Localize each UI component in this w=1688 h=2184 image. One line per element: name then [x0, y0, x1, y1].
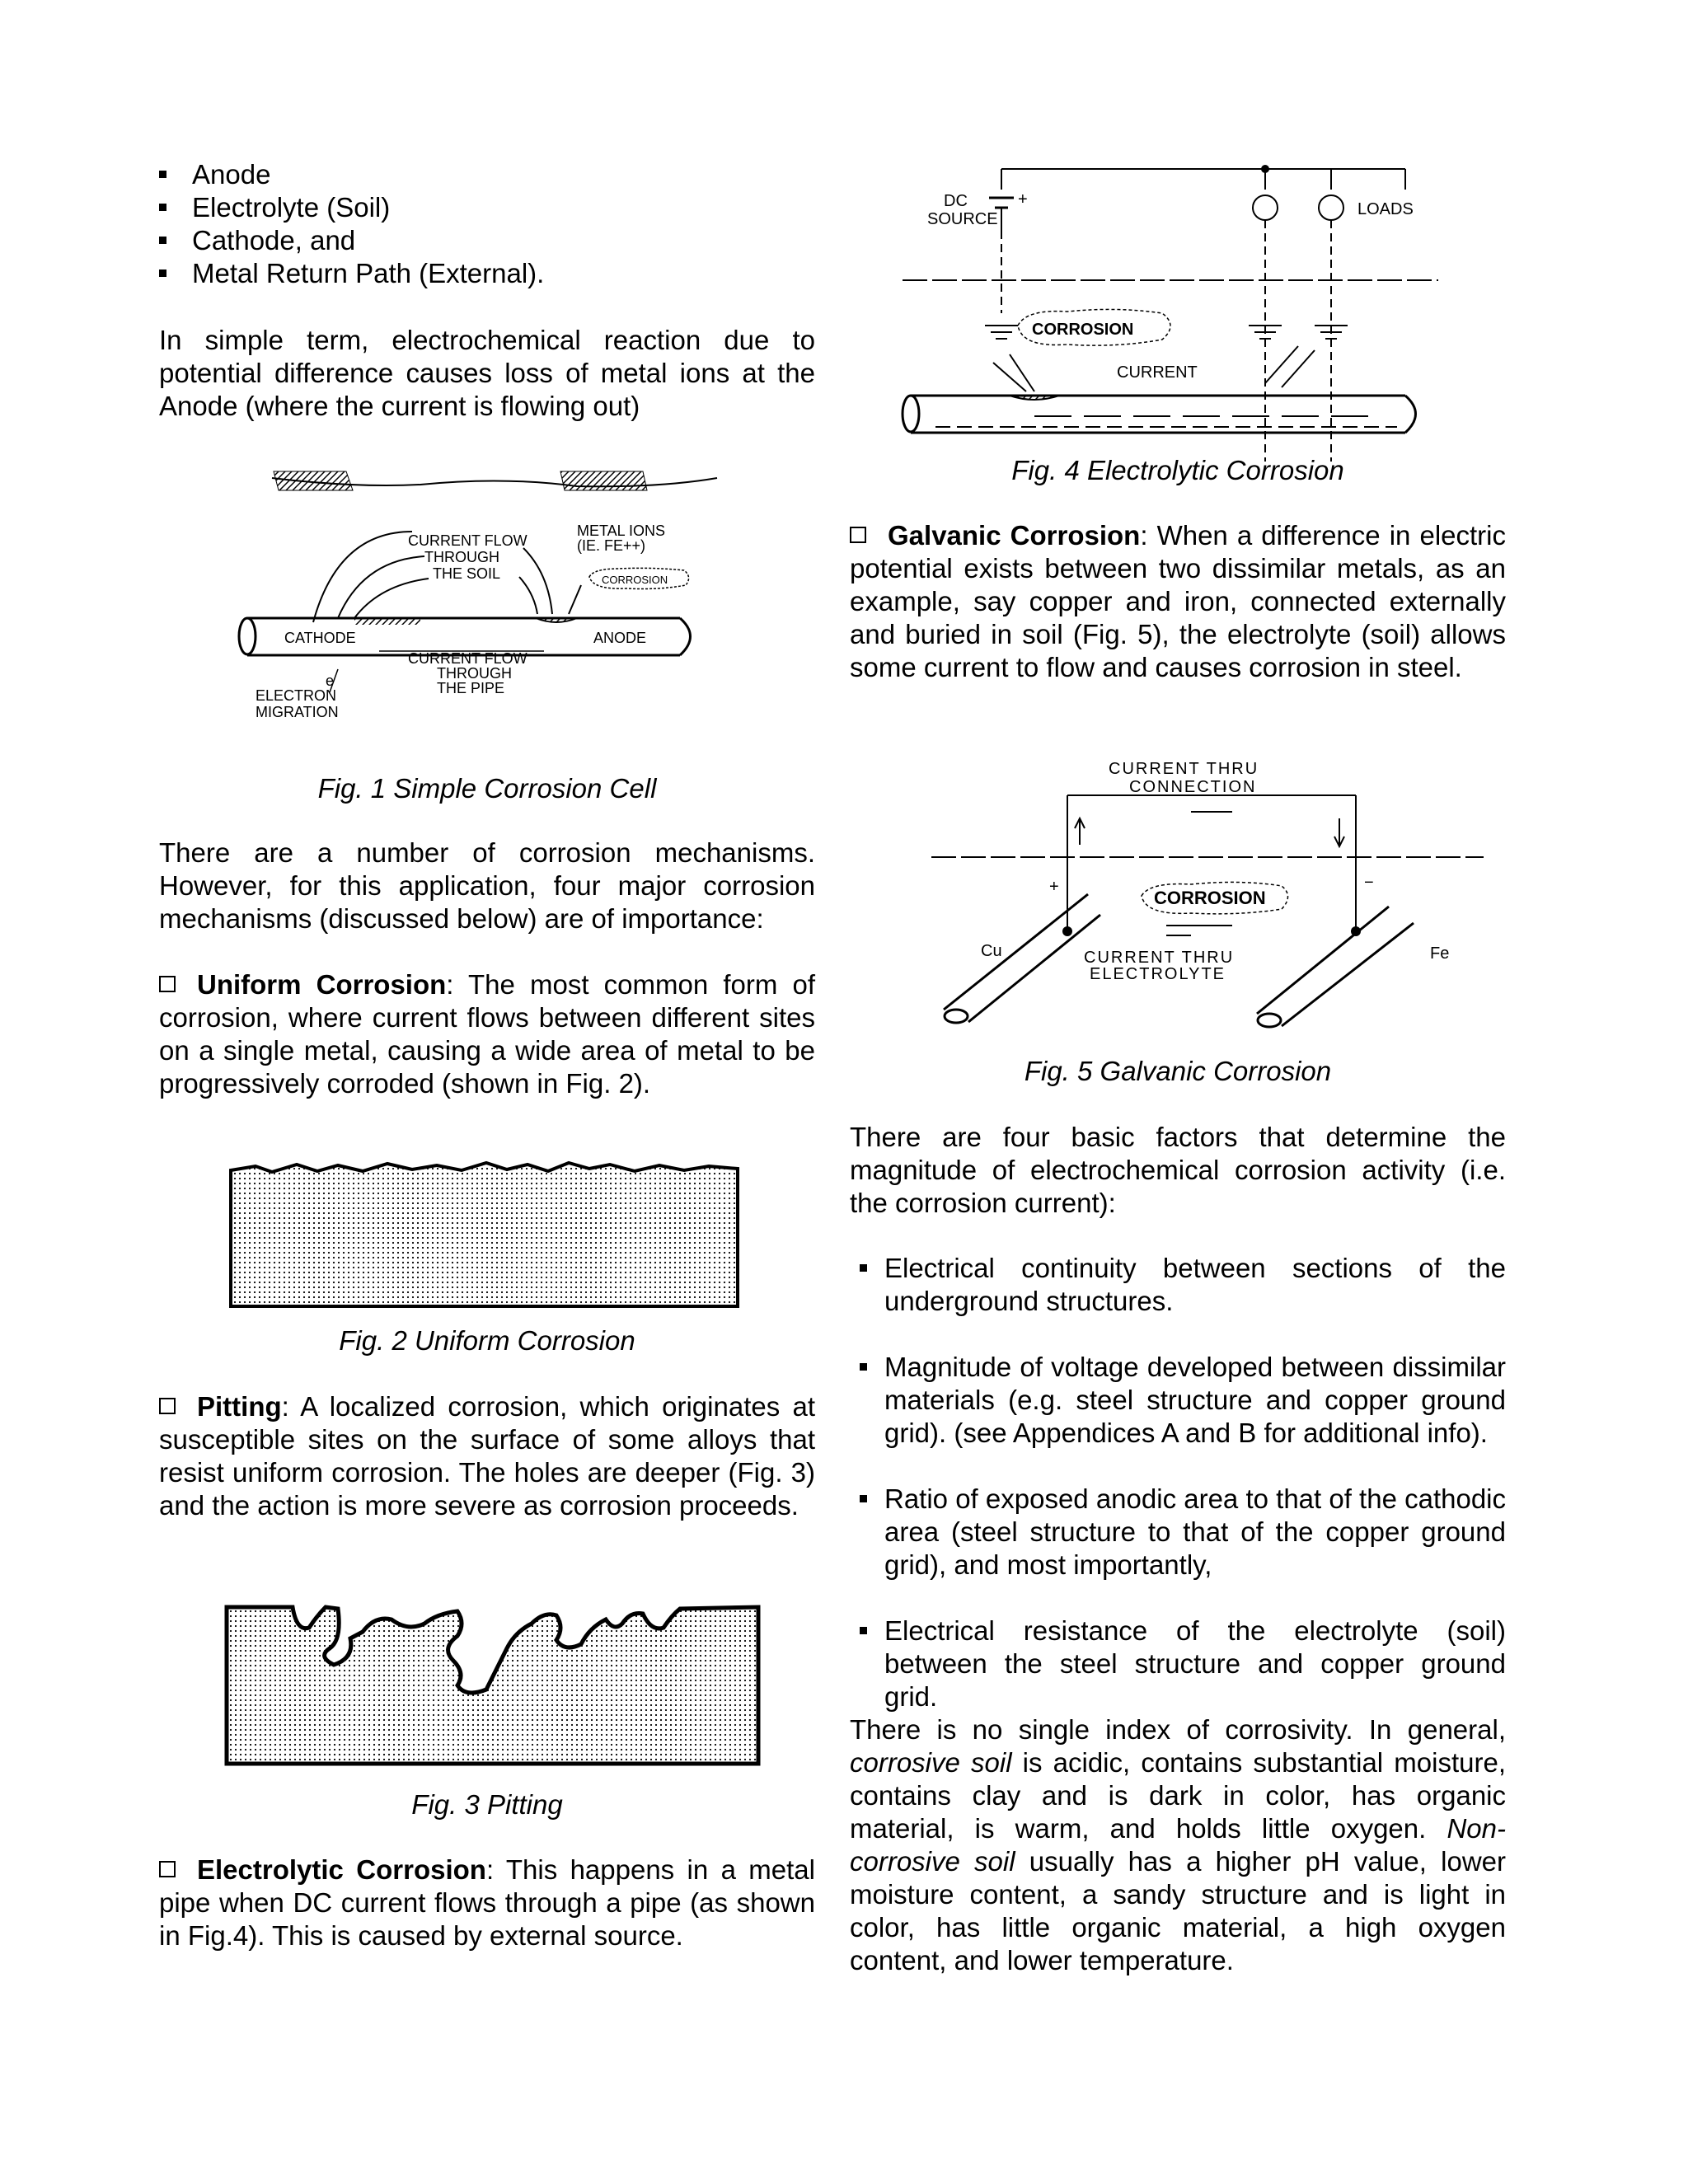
electrolytic-corrosion-paragraph: Electrolytic Corrosion: This happens in a metal pipe when DC current flows through a pipe (as shown in Fig.4). This is caused by external source. [159, 1854, 815, 1951]
bullet-icon [159, 204, 166, 211]
label-current-thru-electrolyte: CURRENT THRU [1084, 949, 1235, 967]
label-loads: LOADS [1357, 200, 1414, 218]
svg-text:+: + [1018, 190, 1028, 209]
bullet-icon [159, 237, 166, 244]
figure-simple-corrosion-cell [231, 453, 758, 757]
mechanisms-paragraph: There are a number of corrosion mechanisms. However, for this application, four major corrosion mechanisms (discussed below) are of importance: [159, 837, 815, 934]
label-ie-fe: (IE. FE++) [577, 537, 646, 554]
uniform-corrosion-paragraph: Uniform Corrosion: The most common form of corrosion, where current flows between different sites on a single metal, causing a wide area of metal to be progressively corroded (shown in Fig. 2). [159, 969, 815, 1099]
figure-pitting [218, 1599, 762, 1787]
soil-corrosivity-paragraph: There is no single index of corrosivity. In general, corrosive soil is acidic, contains substantial moisture, contains clay and is dark in color, has organic material, is warm, and holds little oxygen. Non-corrosive soil usually has a higher pH value, lower moisture content, a sandy structure and is light in color, has little organic material, a high oxygen content, and lower temperature. [850, 1714, 1506, 1975]
checkbox-bullet-icon [850, 527, 866, 543]
label-current-flow-pipe: CURRENT FLOW [408, 650, 528, 667]
svg-text:−: − [1364, 874, 1374, 892]
label-current-flow-soil: CURRENT FLOW [408, 532, 528, 549]
label-through-pipe: THROUGH [437, 665, 512, 682]
bullet-icon [860, 1264, 867, 1272]
uniform-corrosion-diagram [223, 1141, 750, 1323]
electrolytic-corrosion-diagram [870, 157, 1455, 462]
label-dc: DC [944, 192, 968, 210]
label-e: e [326, 673, 335, 689]
fig4-caption: Fig. 4 Electrolytic Corrosion [1011, 455, 1344, 485]
corrosion-cell-diagram [231, 453, 758, 750]
fig5-caption: Fig. 5 Galvanic Corrosion [1024, 1056, 1332, 1086]
label-connection: CONNECTION [1129, 778, 1257, 796]
label-the-soil: THE SOIL [433, 565, 501, 582]
checkbox-bullet-icon [159, 1398, 176, 1414]
svg-text:+: + [1049, 878, 1059, 896]
label-corrosion: CORROSION [1154, 888, 1266, 908]
label-source: SOURCE [927, 210, 998, 228]
label-current: CURRENT [1117, 363, 1198, 382]
checkbox-bullet-icon [159, 1861, 176, 1877]
factors-intro-paragraph: There are four basic factors that determine the magnitude of electrochemical corrosion activity (i.e. the corrosion current): [850, 1122, 1506, 1218]
label-electron: ELECTRON [256, 687, 337, 704]
bullet-icon [159, 171, 166, 178]
label-migration: MIGRATION [256, 704, 339, 720]
label-the-pipe: THE PIPE [437, 680, 505, 696]
figure-uniform-corrosion [223, 1141, 750, 1329]
label-corrosion: CORROSION [1032, 321, 1134, 339]
pitting-paragraph: Pitting: A localized corrosion, which originates at susceptible sites on the surface of some alloys that resist uniform corrosion. The holes are deeper (Fig. 3) and the action is more severe as corrosion proceeds. [159, 1391, 815, 1521]
figure-galvanic-corrosion [919, 746, 1496, 1053]
fig1-caption: Fig. 1 Simple Corrosion Cell [317, 773, 657, 804]
figure-electrolytic-corrosion [870, 157, 1455, 468]
list-item: Magnitude of voltage developed between dissimilar materials (e.g. steel structure and copper ground grid). (see Appendices A and B for additional info). [860, 1351, 1506, 1450]
galvanic-corrosion-diagram [919, 746, 1496, 1047]
soil-hatch-left [274, 471, 353, 490]
bullet-icon [860, 1363, 867, 1371]
label-corrosion: CORROSION [602, 574, 668, 586]
intro-paragraph: In simple term, electrochemical reaction due to potential difference causes loss of metal ions at the Anode (where the current is flowing out) [159, 325, 815, 421]
fig3-caption: Fig. 3 Pitting [411, 1789, 563, 1820]
list-item: Electrical continuity between sections of the underground structures. [860, 1252, 1506, 1318]
label-anode: ANODE [593, 630, 647, 646]
label-cathode: CATHODE [284, 630, 356, 646]
label-electrolyte: ELECTROLYTE [1090, 965, 1226, 983]
soil-hatch-right [560, 471, 647, 490]
label-through: THROUGH [424, 549, 499, 565]
pitting-diagram [218, 1599, 762, 1780]
bullet-icon [860, 1495, 867, 1502]
fig2-caption: Fig. 2 Uniform Corrosion [339, 1325, 635, 1356]
list-item: Electrical resistance of the electrolyte (soil) between the steel structure and copper ground grid. [860, 1615, 1506, 1713]
list-item: Ratio of exposed anodic area to that of the cathodic area (steel structure to that of the copper ground grid), and most importantly, [860, 1483, 1506, 1582]
galvanic-corrosion-paragraph: Galvanic Corrosion: When a difference in electric potential exists between two dissimilar metals, as an example, say copper and iron, connected externally and buried in soil (Fig. 5), the electrolyte (soil) allows some current to flow and causes corrosion in steel. [850, 520, 1506, 682]
label-fe: Fe [1430, 944, 1450, 963]
label-cu: Cu [981, 942, 1002, 960]
checkbox-bullet-icon [159, 976, 176, 992]
bullet-icon [159, 269, 166, 277]
bullet-icon [860, 1627, 867, 1634]
label-current-thru-connection: CURRENT THRU [1109, 760, 1259, 778]
label-metal-ions: METAL IONS [577, 523, 666, 539]
